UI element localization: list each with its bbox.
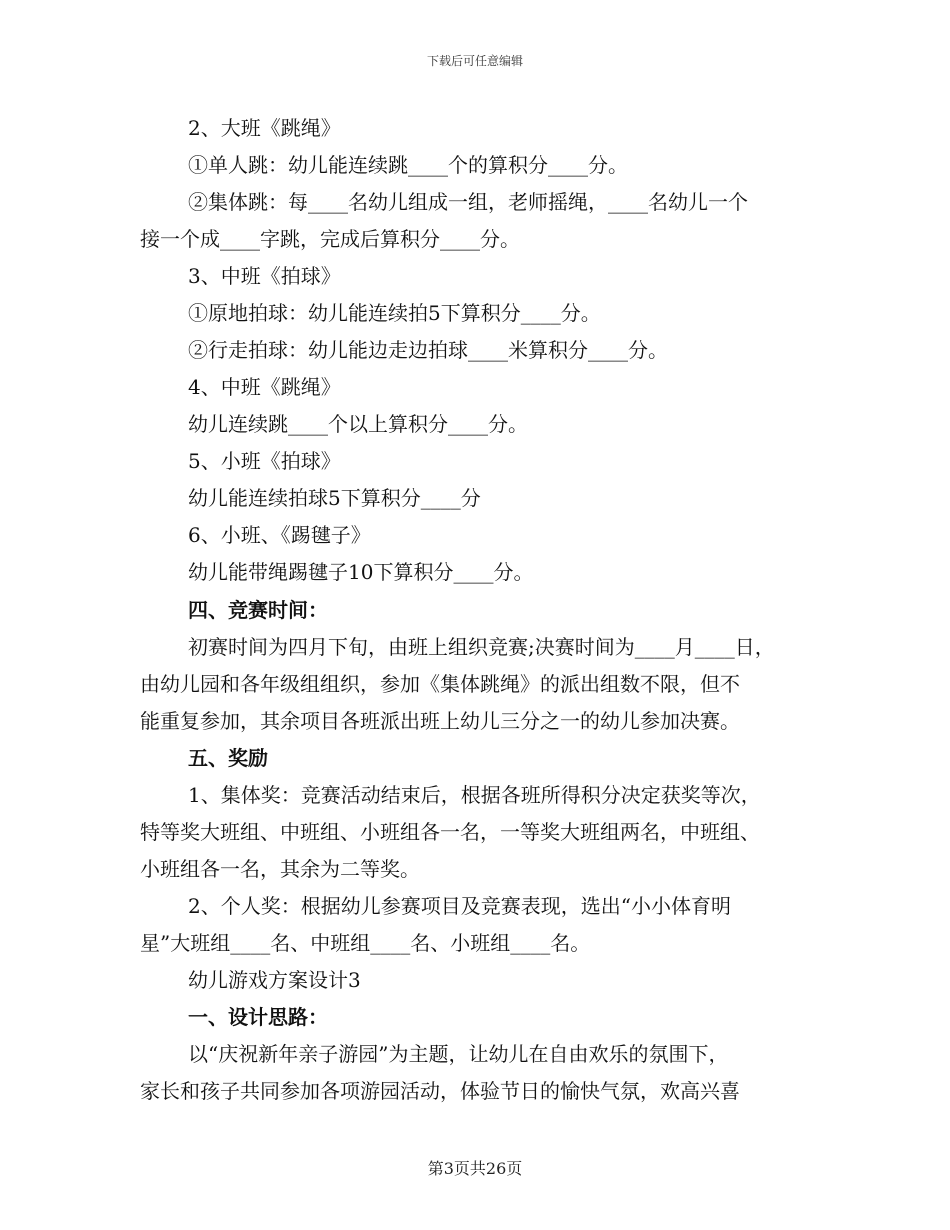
item-5-rule: 幼儿能连续拍球5下算积分____分 [188,486,481,510]
item-3-walking-bounce: ②行走拍球：幼儿能边走边拍球____米算积分____分。 [188,338,668,362]
item-3-stationary-bounce: ①原地拍球：幼儿能连续拍5下算积分____分。 [188,301,601,325]
section-4-paragraph-line-3: 能重复参加，其余项目各班派出班上幼儿三分之一的幼儿参加决赛。 [140,709,740,733]
design-paragraph-line-2: 家长和孩子共同参加各项游园活动，体验节日的愉快气氛，欢高兴喜 [140,1079,740,1103]
section-4-heading: 四、竞赛时间： [188,598,328,622]
section-5-heading: 五、奖励 [188,746,268,770]
item-5-heading: 5、小班《拍球》 [188,449,341,473]
design-title: 幼儿游戏方案设计3 [188,968,361,992]
section-5-item-1-line-3: 小班组各一名，其余为二等奖。 [140,857,420,881]
item-3-heading: 3、中班《拍球》 [188,264,341,288]
section-4-paragraph-line-1: 初赛时间为四月下旬，由班上组织竞赛;决赛时间为____月____日， [188,635,775,659]
item-2-group-jump-cont: 接一个成____字跳，完成后算积分____分。 [140,227,520,251]
section-5-item-2-line-1: 2、个人奖：根据幼儿参赛项目及竞赛表现，选出“小小体育明 [188,894,731,918]
section-4-paragraph-line-2: 由幼儿园和各年级组组织，参加《集体跳绳》的派出组数不限，但不 [140,672,740,696]
section-5-item-1-line-1: 1、集体奖：竞赛活动结束后，根据各班所得积分决定获奖等次， [188,783,761,807]
section-5-item-1-line-2: 特等奖大班组、中班组、小班组各一名，一等奖大班组两名，中班组、 [140,820,760,844]
design-section-1-heading: 一、设计思路： [188,1005,328,1029]
item-6-heading: 6、小班、《踢毽子》 [188,523,371,547]
item-2-group-jump: ②集体跳：每____名幼儿组成一组，老师摇绳，____名幼儿一个 [188,190,748,214]
item-4-heading: 4、中班《跳绳》 [188,375,341,399]
item-2-heading: 2、大班《跳绳》 [188,116,341,140]
item-2-single-jump: ①单人跳：幼儿能连续跳____个的算积分____分。 [188,153,628,177]
design-paragraph-line-1: 以“庆祝新年亲子游园”为主题，让幼儿在自由欢乐的氛围下， [188,1042,729,1066]
page-number: 第3页共26页 [427,1159,523,1178]
item-6-rule: 幼儿能带绳踢毽子10下算积分____分。 [188,560,534,584]
item-4-rule: 幼儿连续跳____个以上算积分____分。 [188,412,528,436]
header-note: 下载后可任意编辑 [426,54,523,68]
section-5-item-2-line-2: 星”大班组____名、中班组____名、小班组____名。 [140,931,591,955]
